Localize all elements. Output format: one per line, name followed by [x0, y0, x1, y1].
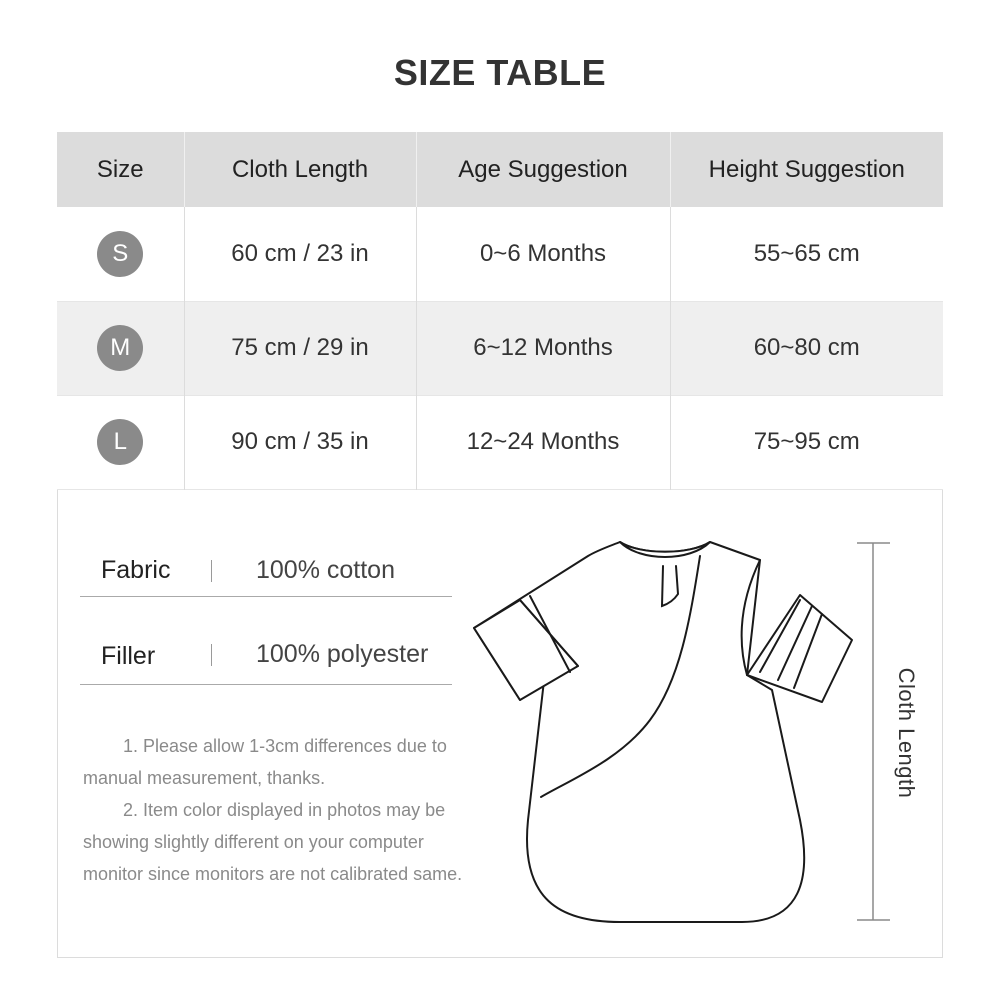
size-badge: M	[97, 325, 143, 371]
size-cell	[57, 301, 184, 395]
size-badge: S	[97, 231, 143, 277]
header-size: Size	[57, 132, 184, 207]
note-item: 1. Please allow 1-3cm differences due to manual measurement, thanks.	[83, 736, 447, 788]
page-title: SIZE TABLE	[393, 52, 607, 93]
cloth-length-cell: 90 cm / 35 in	[184, 395, 416, 489]
spec-row-fabric	[80, 556, 452, 597]
spec-divider	[211, 644, 212, 666]
spec-label: Filler	[101, 642, 156, 670]
spec-row-filler	[80, 640, 452, 685]
age-cell: 12~24 Months	[416, 395, 670, 489]
age-cell: 6~12 Months	[416, 301, 670, 395]
size-cell	[57, 207, 184, 301]
header-height-suggestion: Height Suggestion	[708, 155, 905, 183]
cloth-length-cell: 60 cm / 23 in	[184, 207, 416, 301]
size-table	[57, 132, 943, 490]
cloth-length-label: Cloth Length	[894, 667, 919, 799]
spec-label: Fabric	[101, 556, 171, 584]
table-row	[57, 395, 943, 489]
spec-value: 100% cotton	[256, 556, 395, 584]
age-cell: 0~6 Months	[416, 207, 670, 301]
table-row	[57, 207, 943, 301]
spec-value: 100% polyester	[256, 640, 429, 668]
notes	[83, 730, 468, 890]
note-item: 2. Item color displayed in photos may be showing slightly different on your computer monitor since monitors are not calibrated same.	[83, 800, 463, 884]
height-cell: 60~80 cm	[753, 334, 860, 361]
cloth-length-measure	[855, 540, 895, 925]
table-row	[57, 301, 943, 395]
table-header-row	[57, 132, 943, 207]
sleep-sack-illustration	[465, 530, 865, 930]
height-cell: 55~65 cm	[753, 239, 860, 267]
spec-divider	[211, 560, 212, 582]
header-cloth-length: Cloth Length	[184, 132, 416, 207]
height-cell: 75~95 cm	[753, 428, 860, 455]
size-badge: L	[97, 419, 143, 465]
size-cell	[57, 395, 184, 489]
cloth-length-cell: 75 cm / 29 in	[184, 301, 416, 395]
header-age-suggestion: Age Suggestion	[416, 132, 670, 207]
